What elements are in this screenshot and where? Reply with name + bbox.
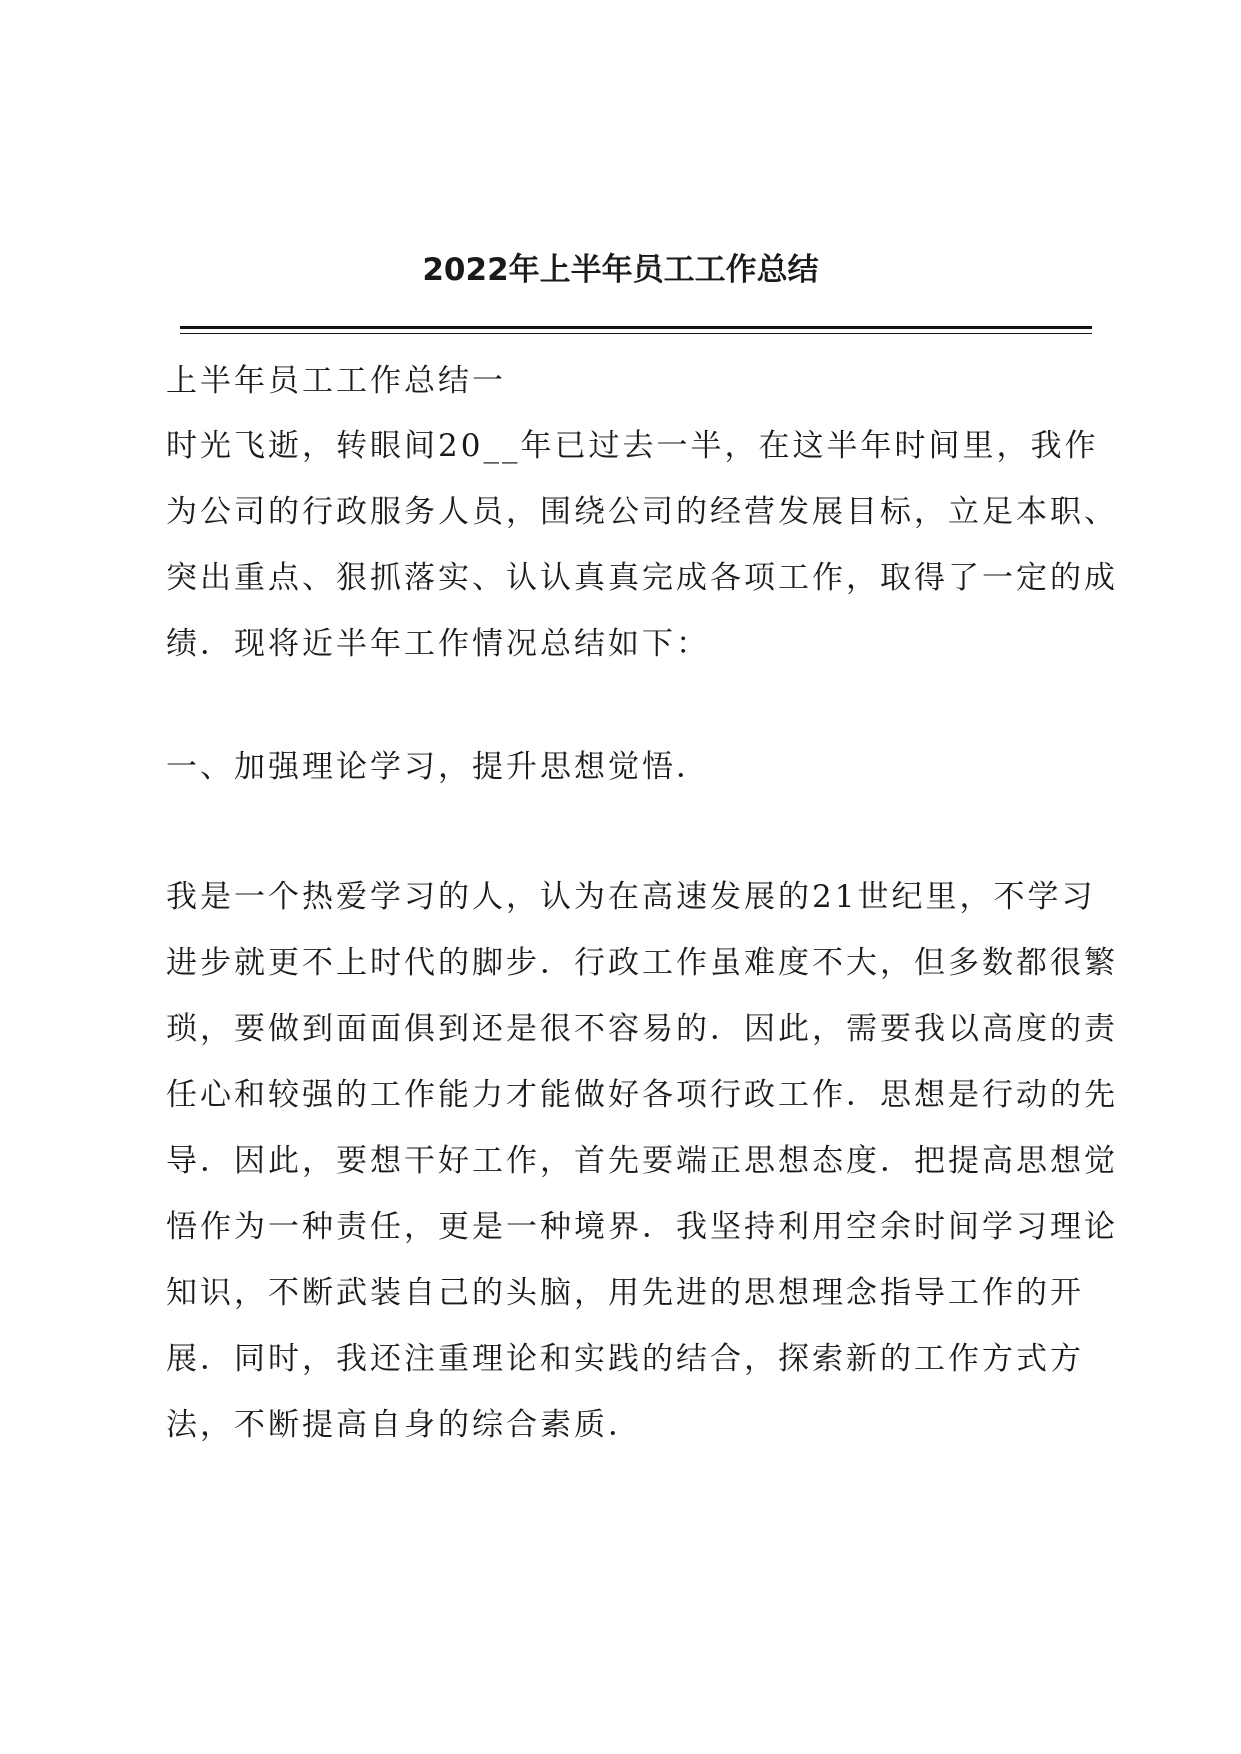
paragraph-line: 进步就更不上时代的脚步．行政工作虽难度不大，但多数都很繁 xyxy=(166,945,1118,981)
paragraph-line: 悟作为一种责任，更是一种境界．我坚持利用空余时间学习理论 xyxy=(166,1209,1118,1245)
section-heading-1: 一、加强理论学习，提升思想觉悟． xyxy=(166,749,710,785)
title-rule-thin xyxy=(180,333,1092,334)
subheading: 上半年员工工作总结一 xyxy=(166,363,506,399)
title-rule-thick xyxy=(180,326,1092,329)
paragraph-2 xyxy=(166,864,1118,1458)
paragraph-line: 时光飞逝，转眼间20__年已过去一半，在这半年时间里，我作 xyxy=(166,428,1099,464)
paragraph-line: 为公司的行政服务人员，围绕公司的经营发展目标，立足本职、 xyxy=(166,494,1118,530)
paragraph-line: 导．因此，要想干好工作，首先要端正思想态度．把提高思想觉 xyxy=(166,1143,1118,1179)
paragraph-line: 绩．现将近半年工作情况总结如下： xyxy=(166,626,710,662)
paragraph-line: 展．同时，我还注重理论和实践的结合，探索新的工作方式方 xyxy=(166,1341,1084,1377)
paragraph-line: 任心和较强的工作能力才能做好各项行政工作．思想是行动的先 xyxy=(166,1077,1118,1113)
paragraph-line: 突出重点、狠抓落实、认认真真完成各项工作，取得了一定的成 xyxy=(166,560,1118,596)
paragraph-line: 我是一个热爱学习的人，认为在高速发展的21世纪里，不学习 xyxy=(166,879,1096,915)
paragraph-1 xyxy=(166,413,1118,677)
document-title: 2022年上半年员工工作总结 xyxy=(422,252,819,288)
paragraph-line: 法，不断提高自身的综合素质． xyxy=(166,1407,642,1443)
paragraph-line: 知识，不断武装自己的头脑，用先进的思想理念指导工作的开 xyxy=(166,1275,1084,1311)
paragraph-line: 琐，要做到面面俱到还是很不容易的．因此，需要我以高度的责 xyxy=(166,1011,1118,1047)
